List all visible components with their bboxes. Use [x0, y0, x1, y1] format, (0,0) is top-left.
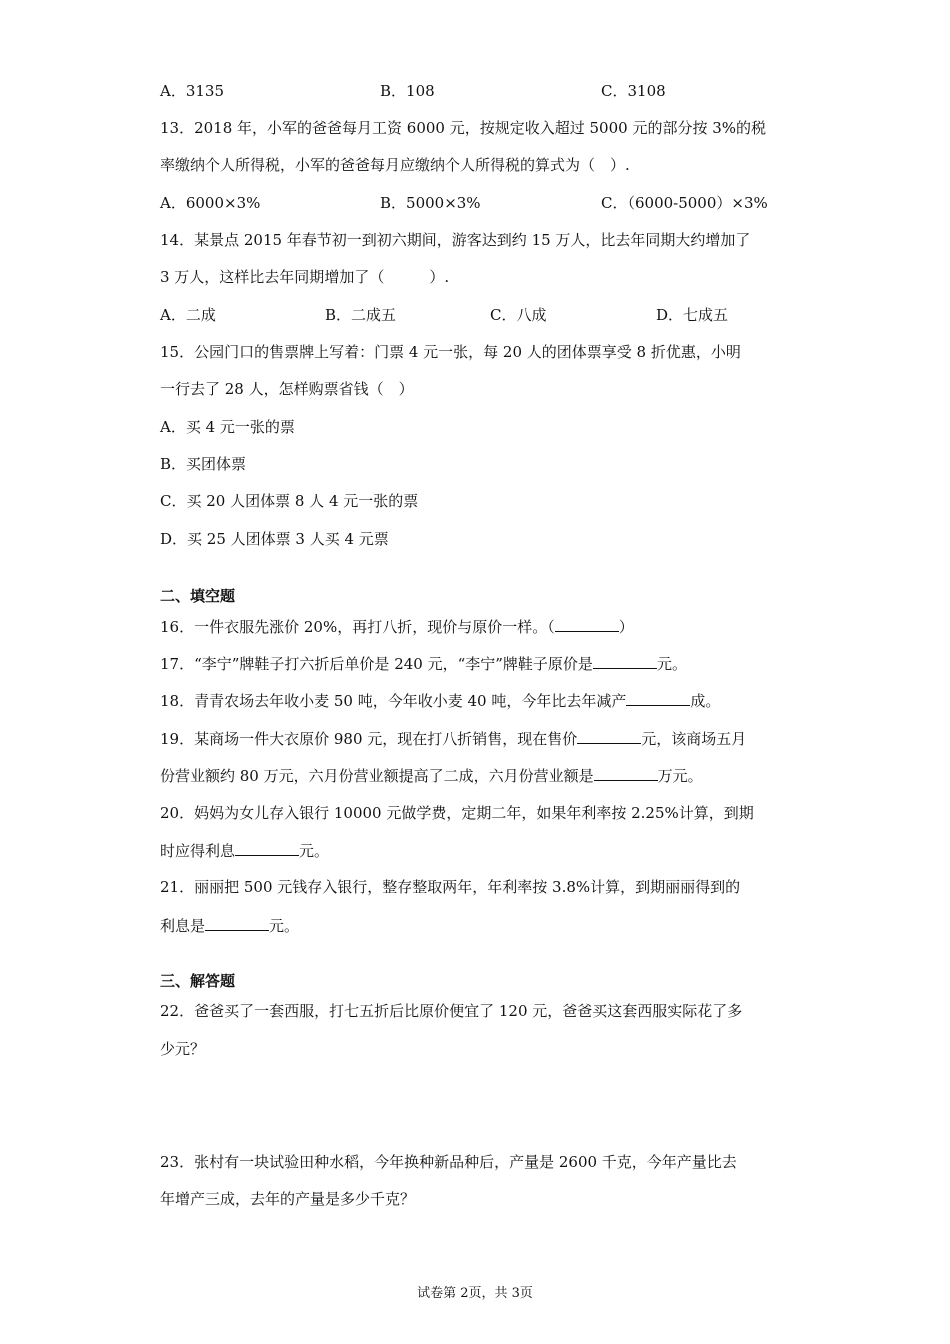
- q20-text: 时应得利息: [160, 842, 236, 860]
- q15-line-1: 15．公园门口的售票牌上写着：门票 4 元一张，每 20 人的团体票享受 8 折优惠，小明: [160, 343, 741, 361]
- q12-option-c: C．3108: [601, 82, 666, 100]
- q16-answer-blank: [555, 616, 619, 632]
- q14-option-a: A．二成: [160, 306, 216, 324]
- q22-line-1: 22．爸爸买了一套西服，打七五折后比原价便宜了 120 元，爸爸买这套西服实际花了多: [160, 1002, 743, 1020]
- q16: [160, 616, 634, 637]
- q20-text-end: 元。: [299, 842, 330, 860]
- q15-line-2: 一行去了 28 人，怎样购票省钱（ ）: [160, 380, 414, 398]
- q16-text: 16．一件衣服先涨价 20%，再打八折，现价与原价一样。（: [160, 618, 555, 636]
- q17: [160, 653, 687, 674]
- q23-line-1: 23．张村有一块试验田种水稻，今年换种新品种后，产量是 2600 千克，今年产量比去: [160, 1153, 737, 1171]
- q16-text-end: ）: [618, 618, 634, 636]
- q21-line-2: [160, 915, 299, 936]
- q12-option-b: B．108: [380, 82, 435, 100]
- q12-option-a: A．3135: [160, 82, 225, 100]
- q18-text-end: 成。: [690, 692, 721, 710]
- q14-line-1: 14．某景点 2015 年春节初一到初六期间，游客达到约 15 万人，比去年同期大约增加了: [160, 231, 751, 249]
- q21-answer-blank: [205, 915, 269, 931]
- page-footer: 试卷第 2页，共 3页: [417, 1286, 533, 1301]
- q19-answer-blank-1: [577, 728, 641, 744]
- q15-option-d: D．买 25 人团体票 3 人买 4 元票: [160, 530, 389, 548]
- q15-option-a: A．买 4 元一张的票: [160, 418, 295, 436]
- q14-option-c: C．八成: [490, 306, 547, 324]
- q19-text: 19．某商场一件大衣原价 980 元，现在打八折销售，现在售价: [160, 730, 578, 748]
- q18-answer-blank: [626, 690, 690, 706]
- q15-option-b: B．买团体票: [160, 455, 247, 473]
- q21-line-1: 21．丽丽把 500 元钱存入银行，整存整取两年，年利率按 3.8%计算，到期丽丽得到的: [160, 878, 741, 896]
- q14-line-2: 3 万人，这样比去年同期增加了（ ）.: [160, 268, 450, 286]
- q19-text-2: 份营业额约 80 万元，六月份营业额提高了二成，六月份营业额是: [160, 767, 594, 785]
- q15-option-c: C．买 20 人团体票 8 人 4 元一张的票: [160, 492, 419, 510]
- q18: [160, 690, 720, 711]
- q13-option-c: C．（6000-5000）×3%: [601, 194, 768, 212]
- q13-option-a: A．6000×3%: [160, 194, 261, 212]
- q18-text: 18．青青农场去年收小麦 50 吨，今年收小麦 40 吨，今年比去年减产: [160, 692, 627, 710]
- q19-line-1: [160, 728, 746, 749]
- q20-line-2: [160, 840, 329, 861]
- q23-line-2: 年增产三成，去年的产量是多少千克？: [160, 1190, 416, 1208]
- section-3-heading: 三、解答题: [160, 972, 236, 990]
- q19-line-2: [160, 765, 703, 786]
- q13-line-1: 13．2018 年，小军的爸爸每月工资 6000 元，按规定收入超过 5000 元的部分按 3%的税: [160, 119, 767, 137]
- q19-answer-blank-2: [594, 765, 658, 781]
- q13-line-2: 率缴纳个人所得税，小军的爸爸每月应缴纳个人所得税的算式为（ ）.: [160, 156, 630, 174]
- q21-text-end: 元。: [269, 917, 300, 935]
- q17-text: 17．“李宁”牌鞋子打六折后单价是 240 元，“李宁”牌鞋子原价是: [160, 655, 593, 673]
- q22-line-2: 少元？: [160, 1040, 206, 1058]
- q14-option-d: D．七成五: [656, 306, 729, 324]
- q17-text-end: 元。: [656, 655, 687, 673]
- q19-text-end: 万元。: [657, 767, 703, 785]
- q19-text-mid: 元，该商场五月: [641, 730, 747, 748]
- q13-option-b: B．5000×3%: [380, 194, 481, 212]
- section-2-heading: 二、填空题: [160, 587, 236, 605]
- q20-line-1: 20．妈妈为女儿存入银行 10000 元做学费，定期二年，如果年利率按 2.25%计算，到期: [160, 804, 754, 822]
- q17-answer-blank: [593, 653, 657, 669]
- q20-answer-blank: [235, 840, 299, 856]
- q14-option-b: B．二成五: [325, 306, 397, 324]
- q21-text: 利息是: [160, 917, 206, 935]
